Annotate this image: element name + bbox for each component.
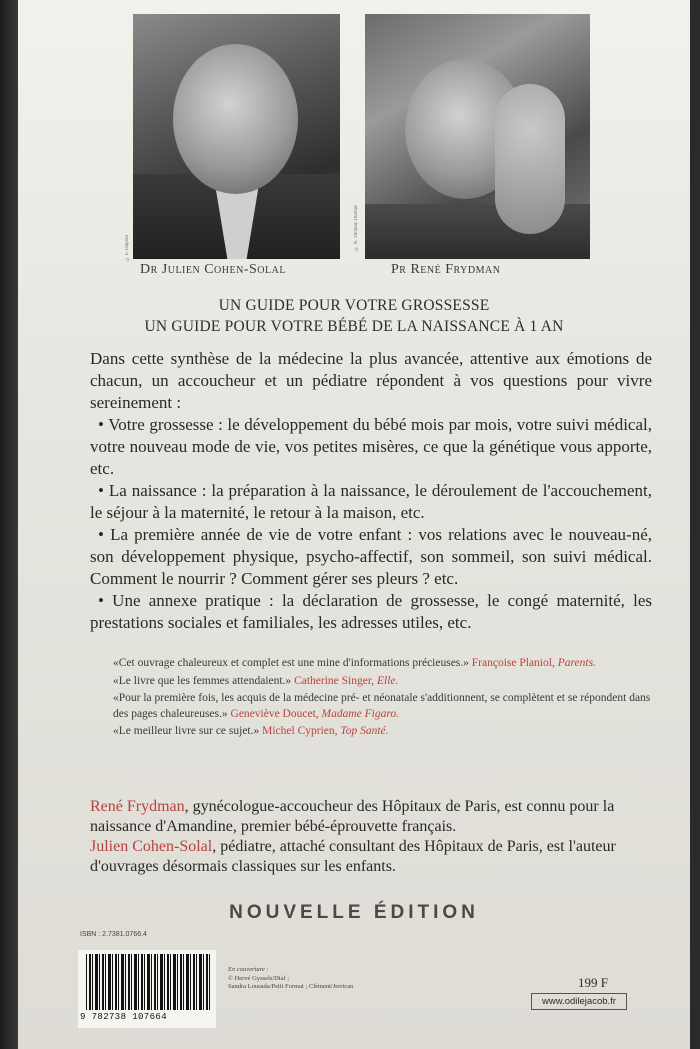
barcode [78, 950, 216, 1028]
bio-cohen-solal: Julien Cohen-Solal, pédiatre, attaché consultant des Hôpitaux de Paris, est l'auteur d'ouvrages désormais classiques sur les enfants. [90, 838, 616, 875]
press-quotes [113, 656, 658, 742]
author-name-frydman: Pr René Frydman [391, 262, 501, 277]
subtitle-baby-guide: UN GUIDE POUR VOTRE BÉBÉ DE LA NAISSANCE À 1 AN [144, 318, 564, 335]
barcode-digits: 9 782738 107664 [80, 1012, 168, 1022]
cover-credits: En couverture : © Hervé Gyssels/Diaf ; Sandra Lousada/Petit Format ; Clément/Jerrican [228, 966, 354, 990]
bullet-item: • Une annexe pratique : la déclaration de grossesse, le congé maternité, les prestations sociales et familiales, les adresses utiles, etc. [90, 591, 652, 632]
photo-credit: © A. Thomas Thomas [354, 205, 359, 251]
description [90, 348, 652, 634]
press-quote: «Le meilleur livre sur ce sujet.» Michel Cyprien, Top Santé. [113, 725, 389, 737]
subtitle-pregnancy-guide: UN GUIDE POUR VOTRE GROSSESSE [218, 297, 490, 314]
press-quote: «Le livre que les femmes attendaient.» Catherine Singer, Elle. [113, 674, 399, 687]
book-back-cover [18, 0, 690, 1049]
edition-label: NOUVELLE ÉDITION [229, 902, 479, 923]
bio-frydman: René Frydman, gynécologue-accoucheur des Hôpitaux de Paris, est connu pour la naissance d'Amandine, premier bébé-éprouvette français. [90, 798, 615, 835]
page-edge-shadow [0, 0, 18, 1049]
author-bios [90, 797, 650, 877]
author-photo-frydman [365, 14, 590, 259]
author-name-cohen-solal: Dr Julien Cohen-Solal [140, 262, 286, 277]
isbn: ISBN : 2.7381.0766.4 [80, 931, 147, 938]
bullet-item: • Votre grossesse : le développement du bébé mois par mois, votre suivi médical, votre nouveau mode de vie, vos petites misères, ce que la génétique vous apporte, etc. [90, 415, 652, 478]
author-photo-cohen-solal [133, 14, 340, 259]
bullet-item: • La naissance : la préparation à la naissance, le déroulement de l'accouchement, le séjour à la maternité, le retour à la maison, etc. [90, 481, 652, 522]
publisher-url: www.odilejacob.fr [531, 993, 627, 1010]
photo-credit: © F. Dupont [125, 235, 130, 262]
intro-paragraph: Dans cette synthèse de la médecine la plus avancée, attentive aux émotions de chacun, un accoucheur et un pédiatre répondent à vos questions pour vivre sereinement : [90, 349, 652, 412]
press-quote: «Pour la première fois, les acquis de la médecine pré- et néonatale s'additionnent, se complètent et se répondent dans des pages chaleureuses.» Geneviève Doucet, Madame Figaro. [113, 692, 651, 720]
bullet-item: • La première année de vie de votre enfant : vos relations avec le nouveau-né, son développement physique, psycho-affectif, son sommeil, son suivi médical. Comment le nourrir ? Comment gérer ses pleurs ? etc. [90, 525, 652, 588]
price: 199 F [578, 975, 608, 990]
press-quote: «Cet ouvrage chaleureux et complet est une mine d'informations précieuses.» Françoise Planiol, Parents. [113, 657, 596, 669]
barcode-bars [86, 954, 211, 1010]
